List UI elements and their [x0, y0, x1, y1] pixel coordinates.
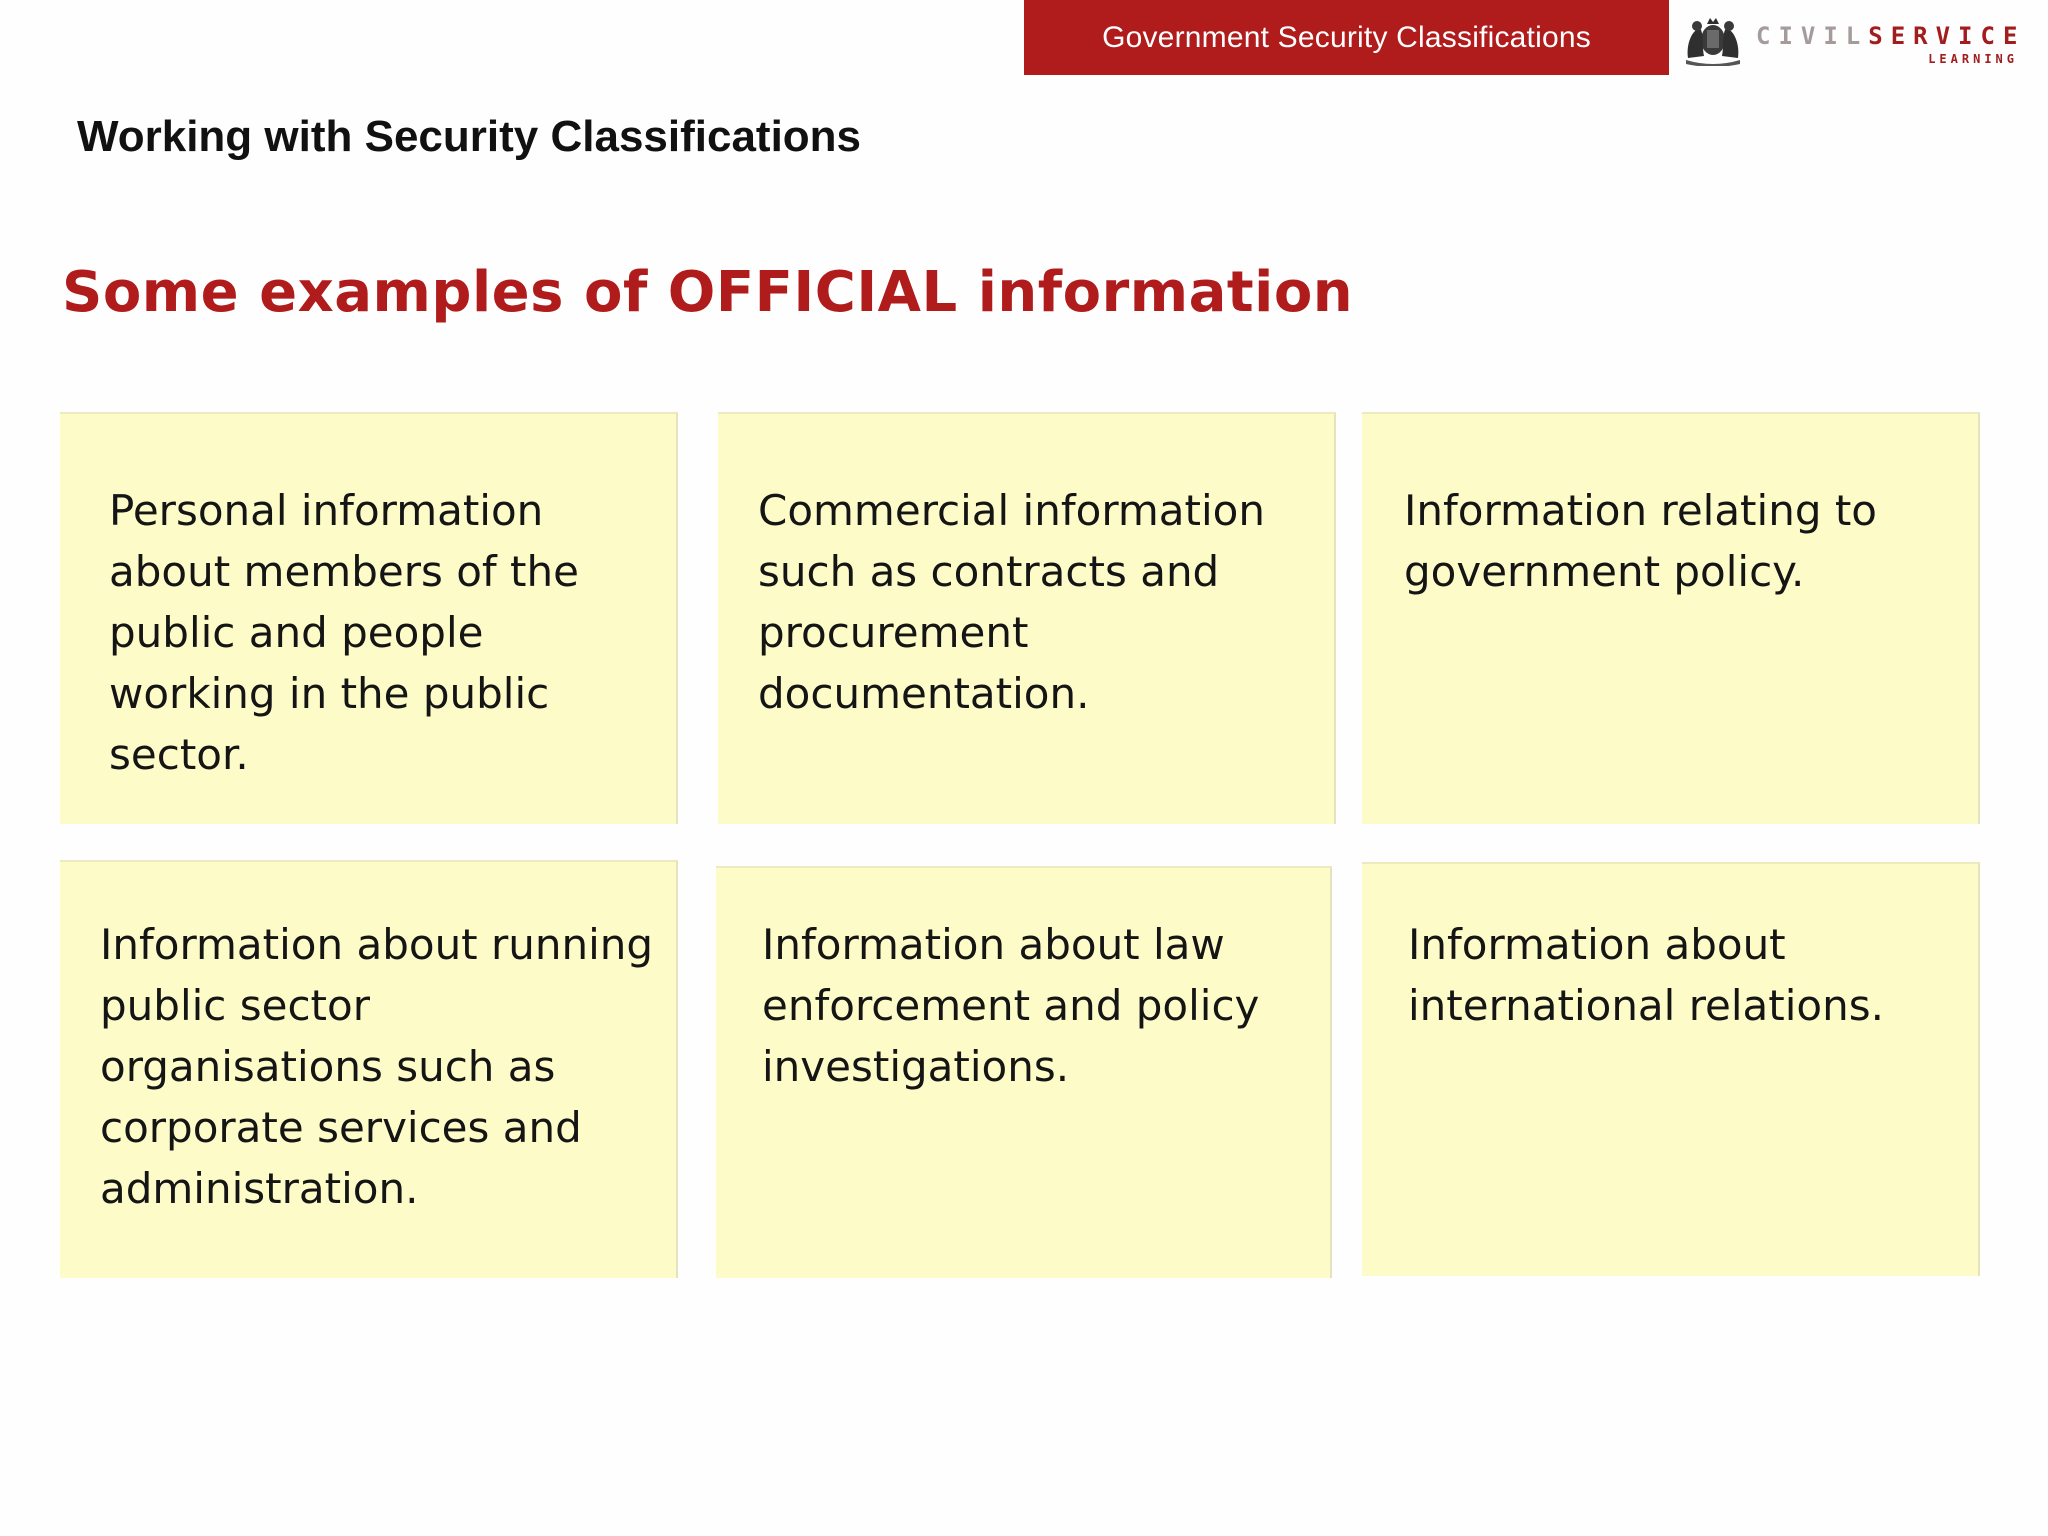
card-text: Information about international relations. [1408, 920, 1884, 1030]
logo-word-civil: CIVIL [1756, 22, 1869, 50]
royal-coat-of-arms-icon [1680, 6, 1746, 66]
card-text: Information about running public sector organisations such as corporate services and administration. [100, 920, 654, 1213]
logo-wordmark [1756, 22, 2025, 50]
example-card-personal-information [60, 412, 678, 824]
page-title: Working with Security Classifications [77, 112, 862, 161]
logo-word-service: SERVICE [1868, 22, 2026, 50]
logo-subtitle: LEARNING [1928, 52, 2018, 66]
section-heading: Some examples of OFFICIAL information [62, 260, 1354, 325]
example-card-commercial-information [718, 412, 1336, 824]
card-text: Information relating to government policy. [1404, 486, 1877, 596]
header-banner [1024, 0, 1669, 75]
card-text: Personal information about members of the public and people working in the public sector. [109, 486, 579, 779]
example-card-international-relations [1362, 862, 1980, 1276]
card-text: Information about law enforcement and policy investigations. [762, 920, 1260, 1091]
card-text: Commercial information such as contracts and procurement documentation. [758, 486, 1265, 718]
civil-service-learning-logo [1672, 0, 2026, 75]
example-card-law-enforcement [716, 866, 1332, 1278]
example-card-running-public-sector [60, 860, 678, 1278]
example-card-government-policy [1362, 412, 1980, 824]
header-banner-text: Government Security Classifications [1102, 20, 1591, 54]
